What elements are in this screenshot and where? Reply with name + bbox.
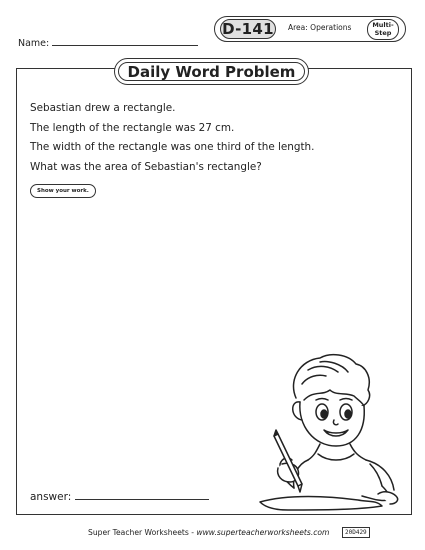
name-label: Name: xyxy=(18,38,50,49)
title-pill xyxy=(114,58,309,85)
answer-label: answer: xyxy=(30,491,72,503)
answer-field[interactable] xyxy=(75,489,209,500)
footer-code: 20D429 xyxy=(342,527,370,538)
footer-prefix: Super Teacher Worksheets - xyxy=(88,528,197,537)
page-title: Daily Word Problem xyxy=(127,62,296,81)
badge-line-2: Step xyxy=(374,28,392,37)
problem-line: Sebastian drew a rectangle. xyxy=(30,102,176,114)
worksheet-code: D-141 xyxy=(220,19,276,39)
badge-line-1: Multi- xyxy=(372,21,394,29)
problem-line: What was the area of Sebastian's rectangle? xyxy=(30,160,262,173)
topic-label: Area: Operations xyxy=(288,23,352,32)
footer-url[interactable]: www.superteacherworksheets.com xyxy=(196,528,330,537)
name-row xyxy=(18,36,198,49)
problem-line: The width of the rectangle was one third of the length. xyxy=(30,141,315,153)
problem-text xyxy=(30,99,314,177)
name-field[interactable] xyxy=(52,36,198,46)
answer-row xyxy=(30,489,209,503)
multi-step-badge xyxy=(367,19,399,40)
show-work-badge: Show your work. xyxy=(30,184,96,198)
footer-text xyxy=(88,528,329,537)
problem-line: The length of the rectangle was 27 cm. xyxy=(30,121,235,134)
boy-writing-illustration xyxy=(258,350,408,512)
